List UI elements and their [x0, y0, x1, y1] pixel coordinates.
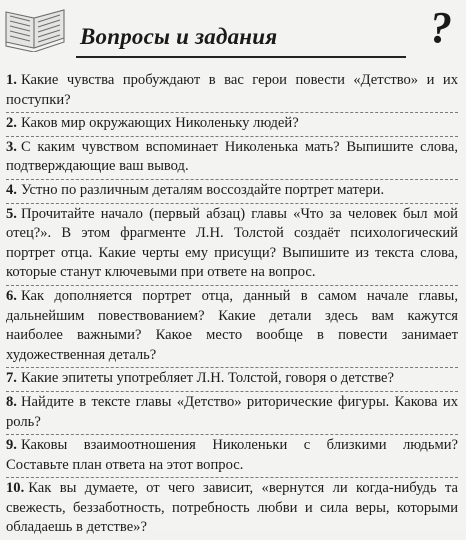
title-underline	[76, 56, 406, 58]
question-text: Найдите в тексте главы «Детство» риторические фигуры. Какова их роль?	[6, 393, 458, 430]
question-item-5	[6, 203, 458, 285]
question-item-7	[6, 367, 458, 391]
question-number: 10.	[6, 480, 25, 497]
questions-list	[6, 70, 458, 540]
question-item-4	[6, 179, 458, 203]
question-number: 9.	[6, 437, 17, 454]
question-item-3	[6, 136, 458, 179]
question-text: Каков мир окружающих Николеньку людей?	[20, 115, 299, 132]
question-item-9	[6, 434, 458, 477]
section-title: Вопросы и задания	[80, 24, 278, 49]
question-number: 2.	[6, 115, 17, 132]
question-text: Как дополняется портрет отца, данный в самом начале главы, дальнейшим повествованием? Какие детали здесь вам кажутся наиболее важными? Какое место вообще в повести занимает художественная деталь?	[6, 287, 458, 363]
question-item-2	[6, 112, 458, 136]
question-number: 3.	[6, 138, 17, 155]
question-text: Устно по различным деталям воссоздайте портрет матери.	[20, 181, 385, 198]
section-header	[0, 0, 466, 78]
question-number: 4.	[6, 181, 17, 198]
question-number: 7.	[6, 370, 17, 387]
book-icon	[2, 2, 68, 52]
question-number: 1.	[6, 72, 17, 88]
question-text: Какие чувства пробуждают в вас герои повести «Детство» и их поступки?	[6, 72, 458, 108]
question-text: С каким чувством вспоминает Николенька мать? Выпишите слова, подтверждающие ваш вывод.	[6, 138, 458, 175]
question-number: 5.	[6, 205, 17, 222]
question-text: Какие эпитеты употребляет Л.Н. Толстой, говоря о детстве?	[20, 370, 395, 387]
question-item-6	[6, 285, 458, 367]
question-item-10	[6, 477, 458, 540]
question-item-1	[6, 70, 458, 112]
question-item-8	[6, 391, 458, 434]
question-number: 8.	[6, 393, 17, 410]
question-number: 6.	[6, 287, 17, 304]
question-text: Каковы взаимоотношения Николеньки с близкими людьми? Составьте план ответа на этот вопрос.	[6, 437, 458, 473]
question-text: Как вы думаете, от чего зависит, «вернутся ли когда-нибудь та свежесть, беззаботность, потребность любви и сила веры, которыми обладаешь в детстве»?	[6, 480, 458, 536]
question-text: Прочитайте начало (первый абзац) главы «Что за человек был мой отец?». В этом фрагменте Л.Н. Толстой создаёт психологический портрет отца. Какие черты ему присущи? Выпишите из текста слова, которые станут ключевыми при ответе на вопрос.	[6, 205, 458, 281]
question-mark-icon: ?	[430, 3, 452, 52]
